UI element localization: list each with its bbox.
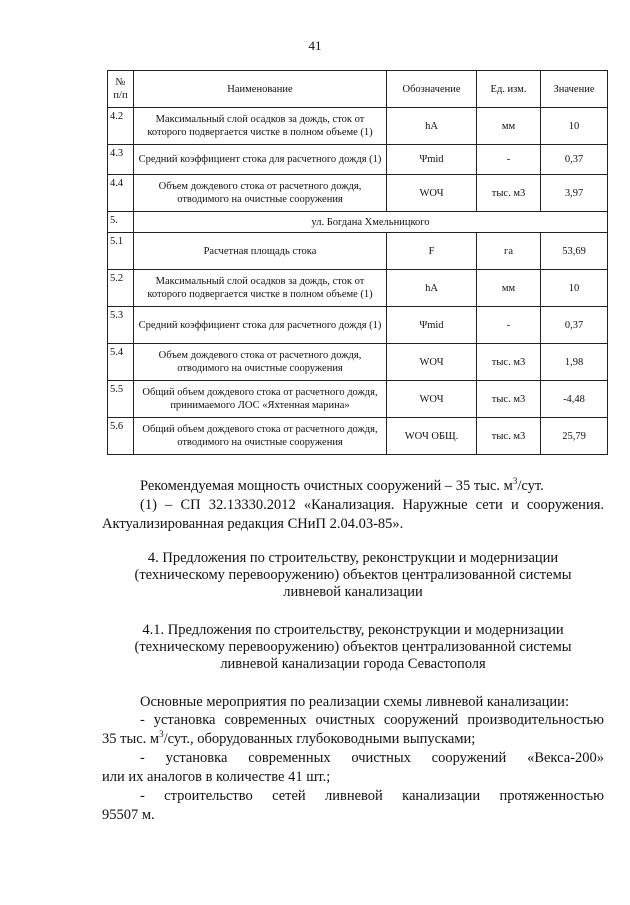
row-num: 5.1 [108,233,134,270]
row-unit: тыс. м3 [477,381,541,418]
table-row [108,145,608,175]
row-name: Средний коэффициент стока для расчетного дождя (1) [134,145,387,175]
row-name: Максимальный слой осадков за дождь, сток от которого подвергается чистке в полном объеме (1) [134,270,387,307]
row-unit: тыс. м3 [477,175,541,212]
row-symbol: Ψmid [387,145,477,175]
table-row [108,307,608,344]
measures-item-2-line-1: - установка современных очистных сооружений «Векса-200» [140,750,604,766]
table-row [108,175,608,212]
row-unit: мм [477,270,541,307]
measures-item-2-line-2: или их аналогов в количестве 41 шт.; [102,769,331,785]
row-value: 3,97 [541,175,608,212]
row-name: Общий объем дождевого стока от расчетного дождя, отводимого на очистные сооружения [134,418,387,455]
row-value: 53,69 [541,233,608,270]
section-4-1-heading [102,622,604,673]
row-num: 5. [108,212,134,233]
row-symbol: Ψmid [387,307,477,344]
row-value: 10 [541,270,608,307]
row-num: 5.3 [108,307,134,344]
row-unit: мм [477,108,541,145]
row-name: Общий объем дождевого стока от расчетного дождя, принимаемого ЛОС «Яхтенная марина» [134,381,387,418]
row-value: 25,79 [541,418,608,455]
row-num: 4.3 [108,145,134,175]
footnote-line-2: Актуализированная редакция СНиП 2.04.03-85». [102,516,404,532]
row-symbol: WОЧ [387,175,477,212]
table-section-row [108,212,608,233]
row-num: 5.5 [108,381,134,418]
row-unit: - [477,307,541,344]
row-num: 5.4 [108,344,134,381]
row-name: Объем дождевого стока от расчетного дождя, отводимого на очистные сооружения [134,344,387,381]
row-symbol: hA [387,108,477,145]
section-4-1-line-3: ливневой канализации города Севастополя [220,656,486,672]
table-row [108,344,608,381]
row-value: 1,98 [541,344,608,381]
row-name: Расчетная площадь стока [134,233,387,270]
row-num: 4.4 [108,175,134,212]
row-unit: - [477,145,541,175]
row-unit: тыс. м3 [477,418,541,455]
row-name: Средний коэффициент стока для расчетного дождя (1) [134,307,387,344]
section-title: ул. Богдана Хмельницкого [134,212,608,233]
row-unit: га [477,233,541,270]
table-row [108,270,608,307]
header-symbol: Обозначение [387,71,477,108]
recommended-unit: /сут. [517,478,544,494]
row-name: Максимальный слой осадков за дождь, сток от которого подвергается чистке в полном объеме (1) [134,108,387,145]
measures-item-3-line-2: 95507 м. [102,807,155,823]
row-symbol: WОЧ ОБЩ. [387,418,477,455]
parameters-table-wrapper [107,70,608,455]
parameters-table [107,70,608,455]
section-4-1-line-2: (техническому перевооружению) объектов централизованной системы [134,639,572,655]
row-num: 4.2 [108,108,134,145]
measures-item-1-line-1: - установка современных очистных сооружений производительностью [140,712,604,728]
header-name: Наименование [134,71,387,108]
row-name: Объем дождевого стока от расчетного дождя, отводимого на очистные сооружения [134,175,387,212]
page-number: 41 [308,38,322,53]
table-row [108,418,608,455]
section-4-line-3: ливневой канализации [283,584,423,600]
header-value: Значение [541,71,608,108]
recommended-sup: 3 [512,476,518,487]
section-4-line-1: 4. Предложения по строительству, реконструкции и модернизации [147,550,559,566]
measures-item-1-rest: /сут., оборудованных глубоководными выпусками; [163,731,476,747]
row-value: 0,37 [541,307,608,344]
row-num: 5.2 [108,270,134,307]
measures-item-3-line-1: - строительство сетей ливневой канализации протяженностью [140,788,604,804]
row-value: 0,37 [541,145,608,175]
footnote-line-1: (1) – СП 32.13330.2012 «Канализация. Наружные сети и сооружения. [140,497,604,513]
measures-item-1-text: 35 тыс. м [102,731,160,747]
section-4-1-line-1: 4.1. Предложения по строительству, реконструкции и модернизации [142,622,564,638]
section-4-heading [102,550,604,601]
recommended-capacity [140,478,600,495]
measures-item-1-line-2 [102,731,604,748]
header-unit: Ед. изм. [477,71,541,108]
section-4-line-2: (техническому перевооружению) объектов централизованной системы [134,567,572,583]
table-row [108,108,608,145]
table-row [108,381,608,418]
row-value: -4,48 [541,381,608,418]
recommended-text: Рекомендуемая мощность очистных сооружений – 35 тыс. м [140,478,513,494]
row-num: 5.6 [108,418,134,455]
header-num: № п/п [108,71,134,108]
row-value: 10 [541,108,608,145]
row-symbol: hA [387,270,477,307]
table-row [108,233,608,270]
row-unit: тыс. м3 [477,344,541,381]
measures-intro: Основные мероприятия по реализации схемы ливневой канализации: [140,694,569,710]
row-symbol: WОЧ [387,381,477,418]
measures-item-1-sup: 3 [159,729,164,740]
row-symbol: F [387,233,477,270]
row-symbol: WОЧ [387,344,477,381]
table-header-row [108,71,608,108]
